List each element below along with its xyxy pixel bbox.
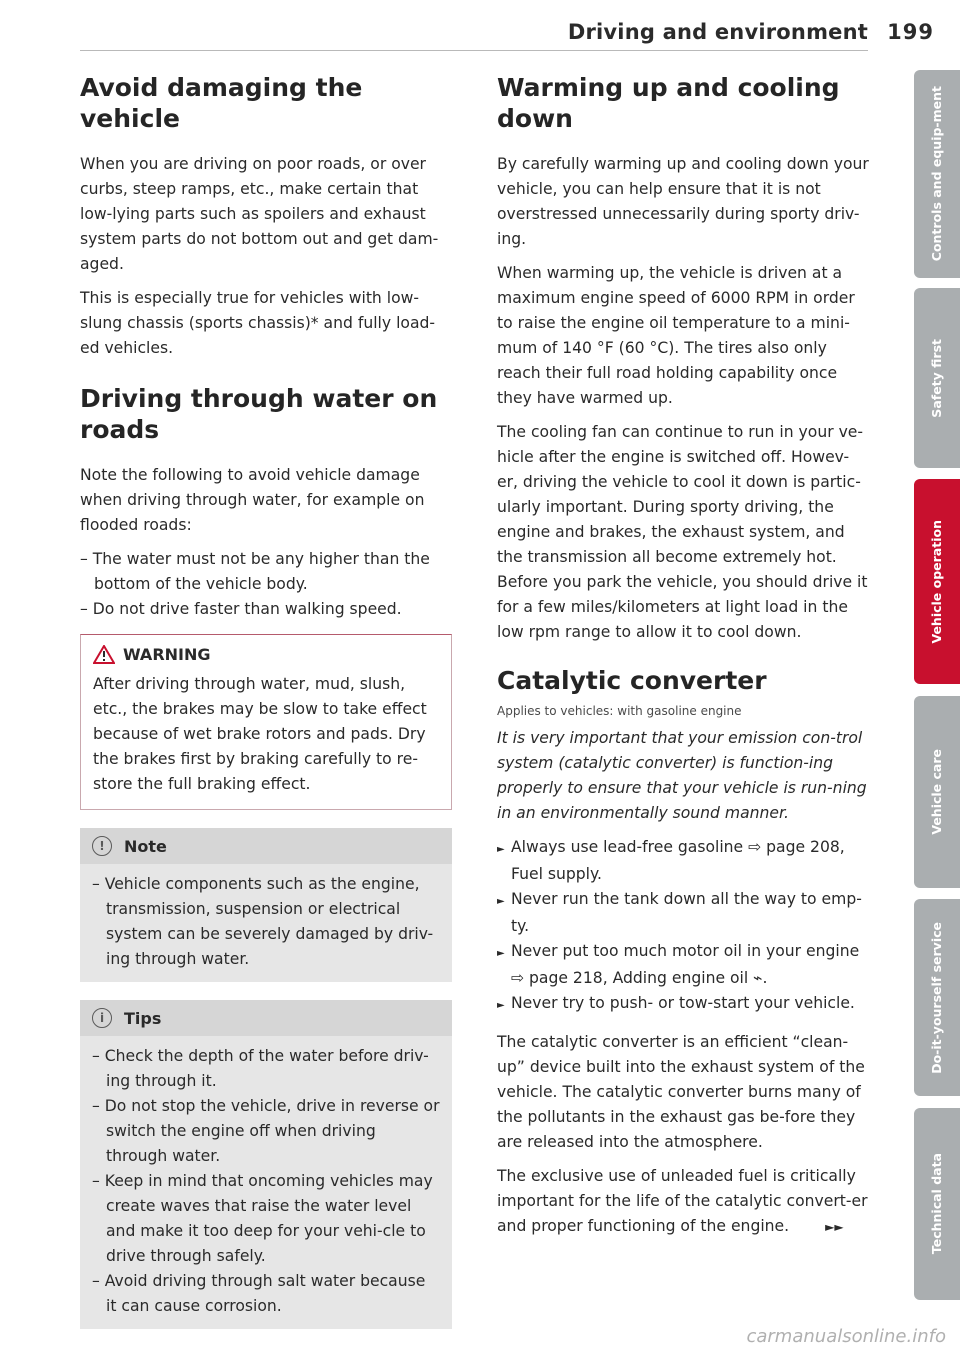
catalytic-list bbox=[497, 835, 869, 1018]
paragraph: The exclusive use of unleaded fuel is critically important for the life of the catalytic convert-er and proper functioning of the engine. ►► bbox=[497, 1164, 869, 1240]
paragraph: The catalytic converter is an efficient “clean-up” device built into the exhaust system of the vehicle. The catalytic converter burns many of the pollutants in the exhaust gas be-fore they are released into the atmosphere. bbox=[497, 1033, 865, 1151]
list-item: ► Always use lead-free gasoline ⇨ page 208, Fuel supply. bbox=[497, 838, 845, 883]
bullet-triangle-icon: ► bbox=[497, 844, 505, 855]
list-item: ► Never try to push- or tow-start your vehicle. bbox=[497, 991, 869, 1018]
list-item: ► Never put too much motor oil in your engine ⇨ page 218, Adding engine oil ⌁. bbox=[497, 942, 860, 987]
bullet-triangle-icon: ► bbox=[497, 896, 505, 907]
section-title-catalytic: Catalytic converter bbox=[497, 666, 767, 695]
paragraph: When warming up, the vehicle is driven at a maximum engine speed of 6000 RPM in order to raise the engine oil temperature to a mini-mum of 140 °F (60 °C). The tires also only reach their full road holding capability once they have warmed up. bbox=[497, 264, 855, 407]
page-number: 199 bbox=[887, 20, 934, 44]
warning-text: After driving through water, mud, slush, etc., the brakes may be slow to take effect because of wet brake rotors and pads. Dry the brakes first by braking carefully to re-store the full braking effect. bbox=[93, 675, 427, 793]
tab-controls-and-equipment[interactable]: Controls and equip-ment bbox=[914, 70, 960, 278]
continued-arrow-icon: ►► bbox=[825, 1220, 844, 1234]
paragraph: When you are driving on poor roads, or over curbs, steep ramps, etc., make certain that low-lying parts such as spoilers and exhaust system parts do not bottom out and get dam-aged. bbox=[80, 155, 439, 273]
note-header bbox=[80, 828, 452, 864]
note-box bbox=[80, 828, 452, 982]
tips-box bbox=[80, 1000, 452, 1329]
tab-do-it-yourself-service[interactable]: Do-it-yourself service bbox=[914, 899, 960, 1096]
header-divider bbox=[80, 50, 868, 51]
warning-header bbox=[93, 645, 439, 664]
tips-info-icon: i bbox=[92, 1008, 112, 1028]
list-item: – Do not stop the vehicle, drive in reverse or switch the engine off when driving through water. bbox=[92, 1097, 440, 1165]
tips-list bbox=[92, 1044, 440, 1319]
intro-italic: It is very important that your emission con-trol system (catalytic converter) is function-ing properly to ensure that your vehicle is run-ning in an environmentally sound manner. bbox=[497, 729, 867, 822]
list-item: – Vehicle components such as the engine, transmission, suspension or electrical system can be severely damaged by driv-ing through water. bbox=[92, 875, 434, 968]
list-item: ► Never run the tank down all the way to emp-ty. bbox=[497, 890, 862, 935]
running-header: Driving and environment bbox=[567, 20, 868, 44]
tab-vehicle-care[interactable]: Vehicle care bbox=[914, 696, 960, 888]
note-list bbox=[92, 872, 440, 972]
tab-safety-first[interactable]: Safety first bbox=[914, 288, 960, 468]
paragraph: The cooling fan can continue to run in your ve-hicle after the engine is switched off. Howev-er, driving the vehicle to cool it down is partic-ularly important. During sporty driving, the engine and brakes, the exhaust system, and the transmission all become extremely hot. Before you park the vehicle, you should drive it for a few miles/kilometers at light load in the low rpm range to allow it to cool down. bbox=[497, 423, 868, 641]
section-title-warming: Warming up and cooling down bbox=[497, 73, 840, 133]
list-item: – The water must not be any higher than the bottom of the vehicle body. bbox=[80, 550, 430, 593]
list-item: – Do not drive faster than walking speed. bbox=[80, 600, 402, 618]
right-column bbox=[497, 72, 869, 1249]
list-item: – Check the depth of the water before driv-ing through it. bbox=[92, 1047, 429, 1090]
left-column bbox=[80, 72, 452, 1347]
tips-label: Tips bbox=[124, 1008, 162, 1028]
paragraph: By carefully warming up and cooling down your vehicle, you can help ensure that it is not overstressed unnecessarily during sporty driv-ing. bbox=[497, 155, 869, 248]
warning-label: WARNING bbox=[123, 645, 211, 664]
tab-technical-data[interactable]: Technical data bbox=[914, 1108, 960, 1300]
warning-box bbox=[80, 634, 452, 810]
paragraph: Note the following to avoid vehicle damage when driving through water, for example on flooded roads: bbox=[80, 466, 425, 534]
note-exclamation-icon: ! bbox=[92, 836, 112, 856]
section-title-avoid-damage: Avoid damaging the vehicle bbox=[80, 73, 363, 133]
water-list bbox=[80, 547, 452, 622]
bullet-triangle-icon: ► bbox=[497, 948, 505, 959]
watermark: carmanualsonline.info bbox=[746, 1326, 946, 1347]
paragraph: This is especially true for vehicles with low-slung chassis (sports chassis)* and fully load-ed vehicles. bbox=[80, 289, 436, 357]
tab-vehicle-operation[interactable]: Vehicle operation bbox=[914, 479, 960, 684]
note-label: Note bbox=[124, 836, 167, 856]
tips-header bbox=[80, 1000, 452, 1036]
list-item: – Avoid driving through salt water because it can cause corrosion. bbox=[92, 1272, 426, 1315]
applies-to: Applies to vehicles: with gasoline engine bbox=[497, 704, 742, 718]
warning-triangle-icon bbox=[93, 645, 115, 664]
section-title-water: Driving through water on roads bbox=[80, 384, 438, 444]
list-item: – Keep in mind that oncoming vehicles may create waves that raise the water level and make it too deep for your vehi-cle to drive through safely. bbox=[92, 1172, 433, 1265]
bullet-triangle-icon: ► bbox=[497, 1000, 505, 1011]
